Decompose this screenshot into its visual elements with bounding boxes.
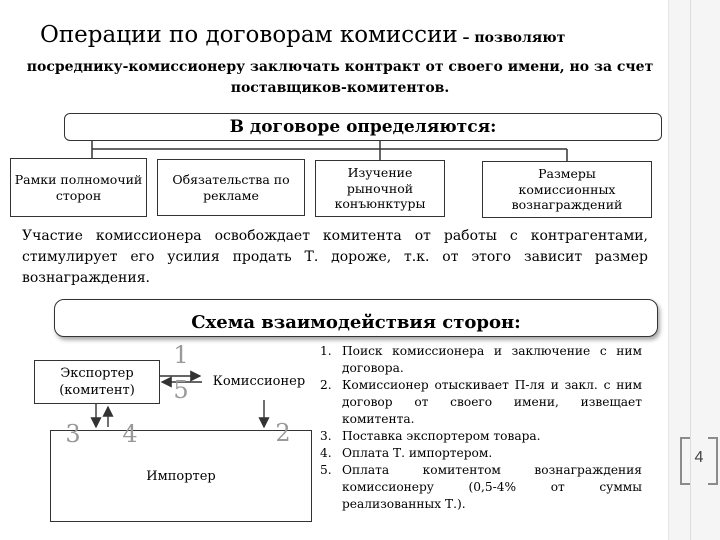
step-item [320,377,642,428]
step-item [320,343,642,377]
flow-number-4: 4 [122,420,138,448]
item-market-research [315,160,445,217]
contract-banner: В договоре определяются: [64,113,662,141]
item-advertising [157,159,305,216]
step-text: Оплата комитентом вознаграждения комиссионеру (0,5-4% от суммы реализованных Т.). [342,463,642,511]
step-text: Поставка экспортером товара. [342,429,541,443]
node-commissioner-label: Комиссионер [212,373,306,389]
item-commission-size [482,161,652,218]
item-authority-frame [10,158,147,217]
step-item [320,428,642,445]
step-item [320,445,642,462]
step-number: 4. [320,446,332,460]
flow-number-1: 1 [173,341,189,369]
scheme-banner: Схема взаимодействия сторон: [54,299,658,337]
step-number: 5. [320,463,332,477]
page-number: 4 [694,449,704,466]
step-number: 3. [320,429,332,443]
step-text: Поиск комиссионера и заключение с ним договора. [342,344,642,375]
node-importer-label: Импортер [146,468,216,484]
flow-number-2: 2 [275,419,291,447]
explanation-paragraph: Участие комиссионера освобождает комитента от работы с контрагентами, стимулирует его усилия продать Т. дороже, т.к. от этого зависит размер вознаграждения. [22,228,648,286]
step-number: 2. [320,378,332,392]
title-main: Операции по договорам комиссии [40,22,458,48]
item-label: Рамки полномочий сторон [14,172,143,203]
title-rest: – позволяют [457,30,566,46]
title-continuation: посреднику-комиссионеру заключать контракт от своего имени, но за счет поставщиков-комитентов. [26,59,654,96]
node-commissioner [202,362,316,400]
step-item [320,462,642,513]
steps-list [320,343,642,513]
flow-number-5: 5 [173,376,189,404]
step-text: Оплата Т. импортером. [342,446,493,460]
item-label: Изучение рыночной конъюнктуры [334,165,426,212]
page-number-badge [680,437,718,483]
step-number: 1. [320,344,332,358]
node-exporter-label: Экспортер (комитент) [59,366,135,398]
item-label: Обязательства по рекламе [172,172,290,203]
flow-number-3: 3 [65,420,81,448]
node-exporter [34,360,160,404]
item-label: Размеры комиссионных вознаграждений [511,166,623,213]
step-text: Комиссионер отыскивает П-ля и закл. с ним договор от своего имени, извещает комитента. [342,378,642,426]
